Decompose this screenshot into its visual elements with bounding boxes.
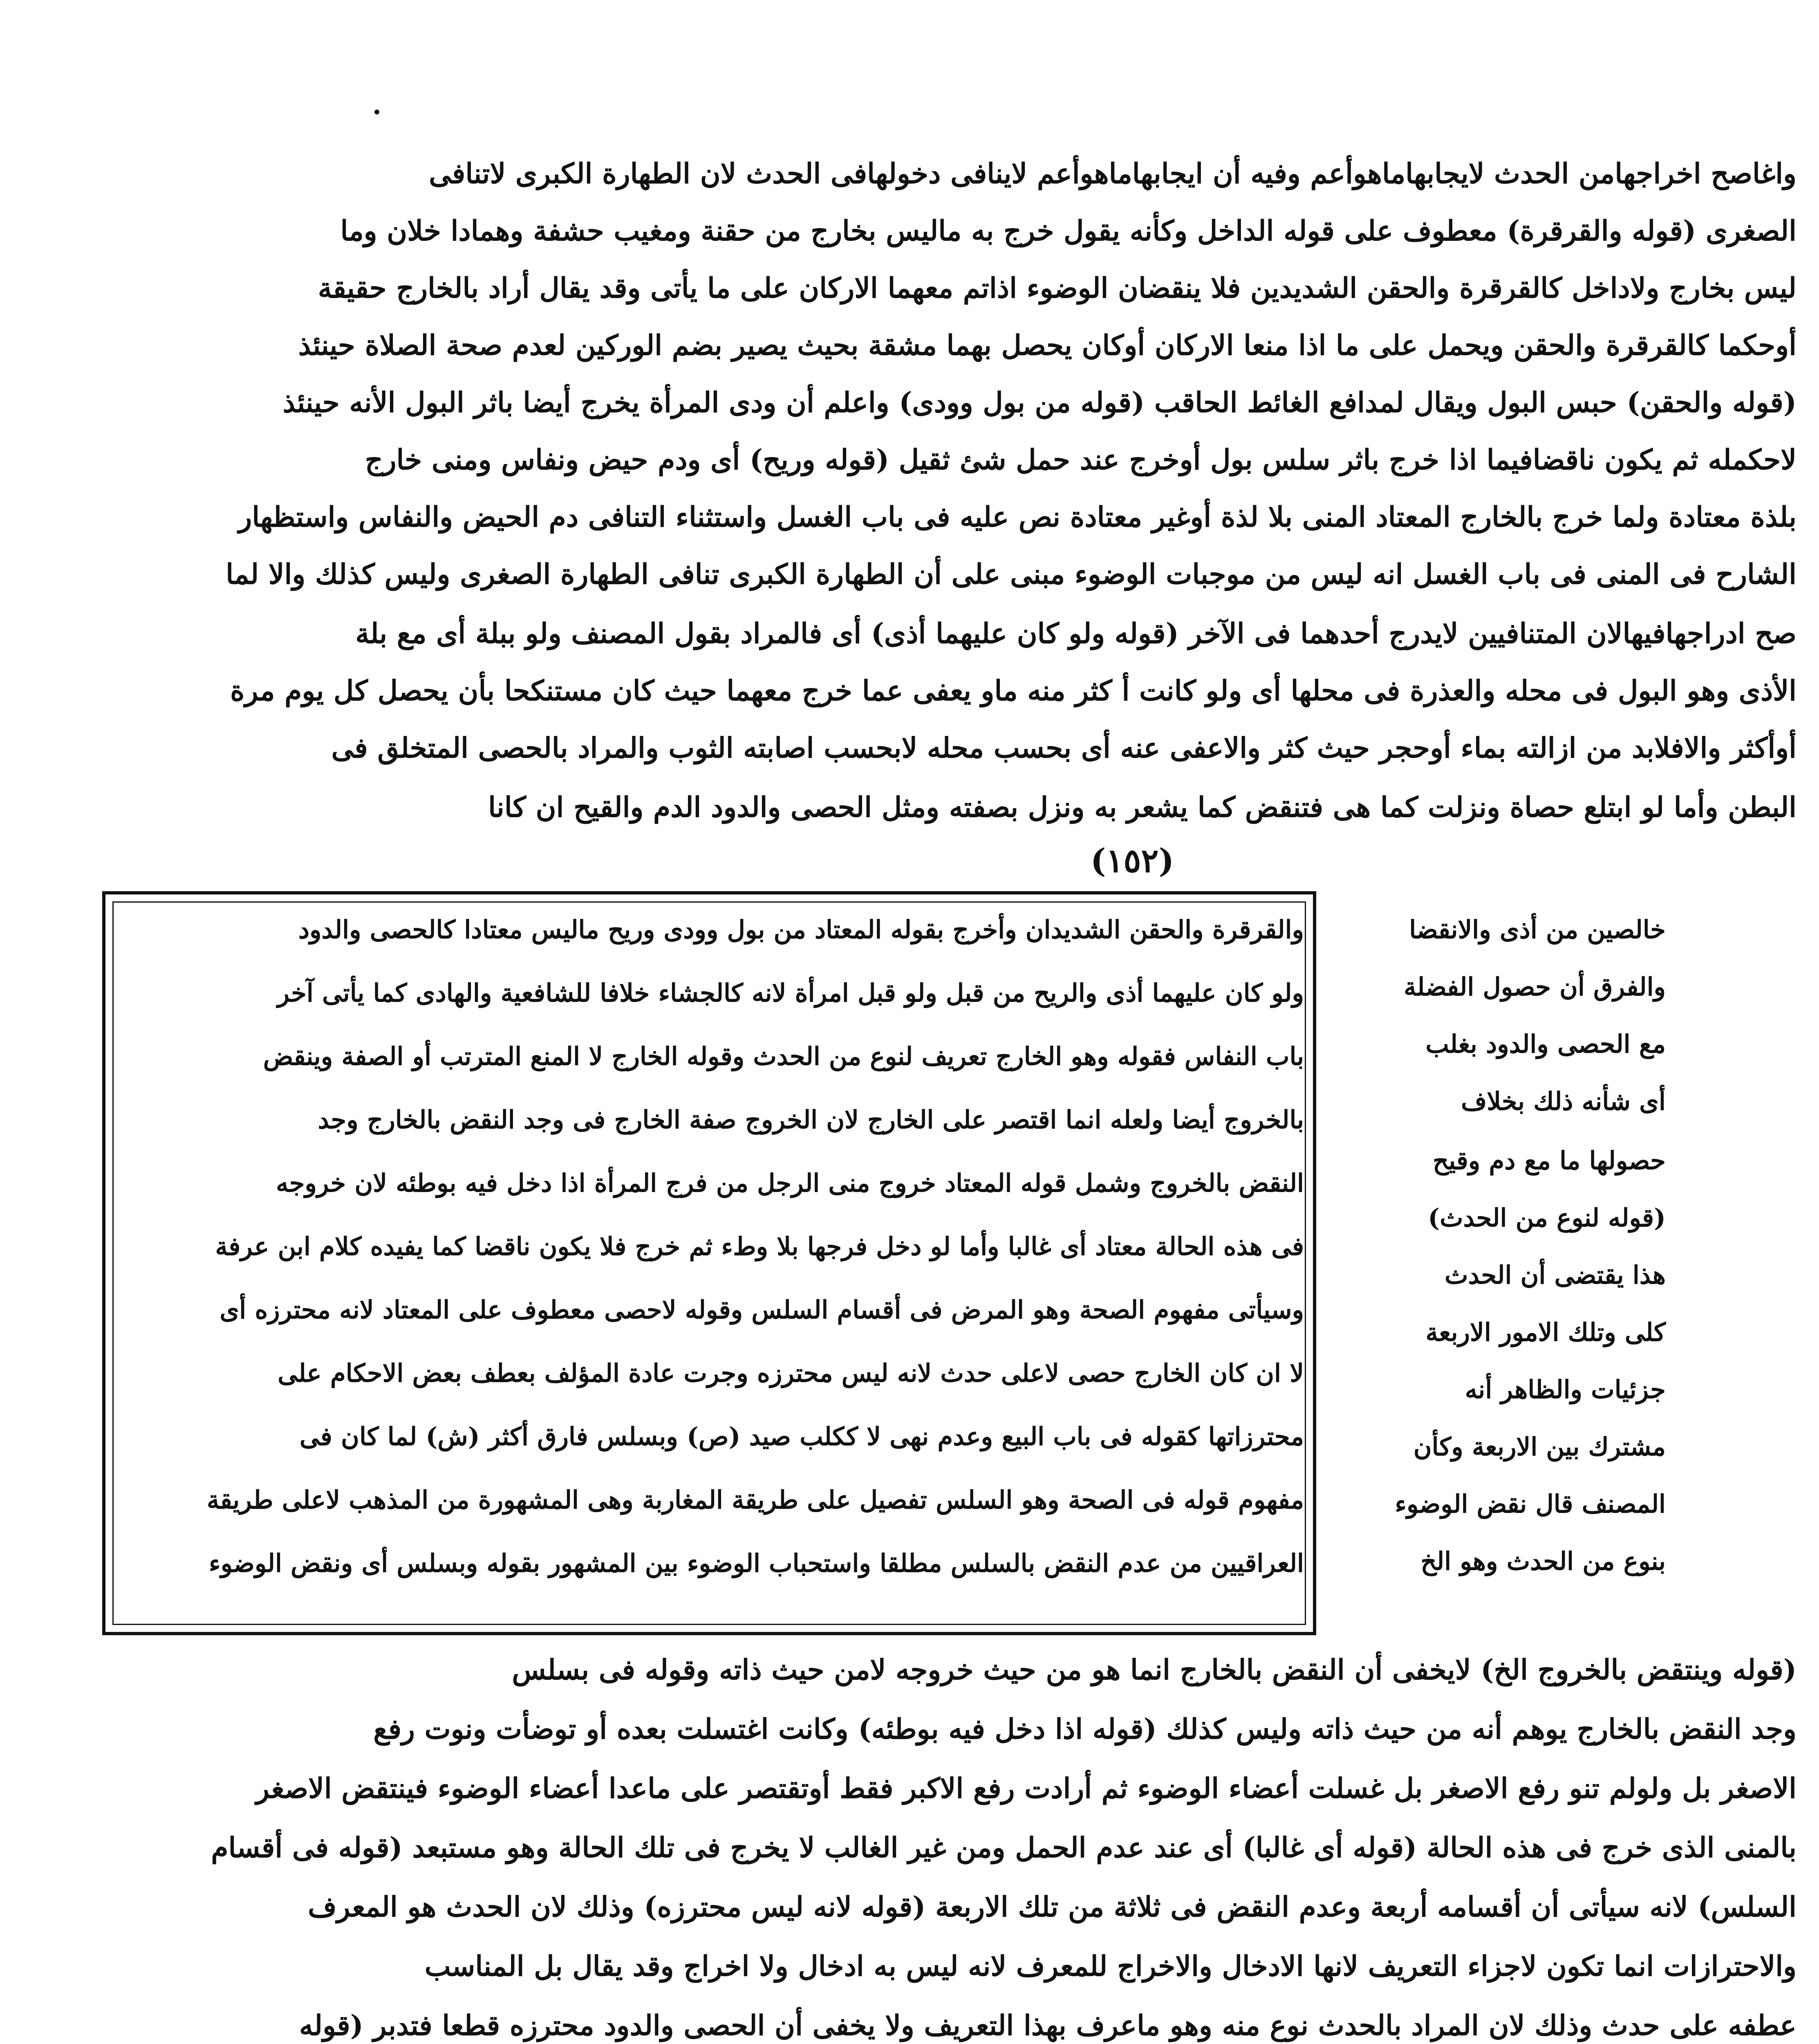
body-line: بلذة معتادة ولما خرج بالخارج المعتاد المنى بلا لذة أوغير معتادة نص عليه فى باب الغسل واستثناء التنافى دم الحيض والنفاس واستظهار — [238, 501, 1797, 533]
body-line: والاحترازات انما تكون لاجزاء التعريف لانها الادخال والاخراج للمعرف لانه ليس به ادخال ولا اخراج وقد يقال بل المناسب — [424, 1950, 1797, 1983]
body-line: لاحكمله ثم يكون ناقضافيما اذا خرج باثر سلس بول أوخرج عند حمل شئ ثقيل (قوله وريح) أى ودم حيض ونفاس ومنى خارج — [365, 444, 1797, 476]
side-line: بنوع من الحدث وهو الخ — [1420, 1547, 1666, 1576]
side-line: حصولها ما مع دم وقيح — [1432, 1146, 1666, 1175]
side-line: خالصين من أذى والانقضا — [1409, 915, 1666, 944]
body-line: الاصغر بل ولولم تنو رفع الاصغر بل غسلت أعضاء الوضوء ثم أرادت رفع الاكبر فقط أوتقتصر على ماعدا أعضاء الوضوء فينتقض الاصغر — [256, 1772, 1797, 1805]
main-text-line: باب النفاس فقوله وهو الخارج تعريف لنوع من الحدث وقوله الخارج لا المنع المترتب أو الصفة وينقض — [263, 1042, 1304, 1071]
ink-speck — [374, 110, 379, 114]
body-line: الأذى وهو البول فى محله والعذرة فى محلها أى ولو كانت أ كثر منه ماو يعفى عما خرج معهما حيث كان مستنكحا بأن يحصل كل يوم مرة — [230, 675, 1797, 707]
body-line: (قوله والحقن) حبس البول ويقال لمدافع الغائط الحاقب (قوله من بول وودى) واعلم أن ودى المرأة يخرج أيضا باثر البول الأنه حينئذ — [282, 386, 1797, 419]
main-text-line: لا ان كان الخارج حصى لاعلى حدث لانه ليس محترزه وجرت عادة المؤلف بعطف بعض الاحكام على — [278, 1359, 1304, 1388]
body-line: (قوله وينتقض بالخروج الخ) لايخفى أن النقض بالخارج انما هو من حيث خروجه لامن حيث ذاته وقوله فى بسلس — [512, 1654, 1797, 1686]
body-line: صح ادراجهافيهالان المتنافيين لايدرج أحدهما فى الآخر (قوله ولو كان عليهما أذى) أى فالمراد بقول المصنف ولو ببلة أى مع بلة — [355, 617, 1797, 650]
side-line: جزئيات والظاهر أنه — [1465, 1375, 1666, 1404]
main-text-line: محترزاتها كقوله فى باب البيع وعدم نهى لا ككلب صيد (ص) وبسلس فارق أكثر (ش) لما كان فى — [299, 1422, 1304, 1451]
body-line: بالمنى الذى خرج فى هذه الحالة (قوله أى غالبا) أى عند عدم الحمل ومن غير الغالب لا يخرج فى تلك الحالة وهو مستبعد (قوله فى أقسام — [211, 1831, 1797, 1864]
body-line: الصغرى (قوله والقرقرة) معطوف على قوله الداخل وكأنه يقول خرج به ماليس بخارج من حقنة ومغيب حشفة وهمادا خلان وما — [340, 215, 1797, 247]
main-text-line: والقرقرة والحقن الشديدان وأخرج بقوله المعتاد من بول وودى وريح ماليس معتادا كالحصى والدود — [298, 915, 1304, 944]
side-line: والفرق أن حصول الفضلة — [1404, 973, 1666, 1002]
body-line: واغاصح اخراجهامن الحدث لايجابهاماهوأعم وفيه أن ايجابهاماهوأعم لاينافى دخولهافى الحدث لان الطهارة الكبرى لاتنافى — [429, 157, 1797, 190]
main-text-line: بالخروج أيضا ولعله انما اقتصر على الخارج لان الخروج صفة الخارج فى وجد النقض بالخارج وجد — [318, 1105, 1304, 1134]
page-number: (١٥٢) — [1090, 841, 1174, 880]
body-line: أوأكثر والافلابد من ازالته بماء أوحجر حيث كثر والاعفى عنه أى بحسب محله لابحسب اصابته الثوب والمراد بالحصى المتخلق فى — [331, 732, 1797, 764]
side-line: أى شأنه ذلك بخلاف — [1461, 1087, 1666, 1116]
side-line: (قوله لنوع من الحدث) — [1428, 1204, 1666, 1233]
body-line: عطفه على حدث وذلك لان المراد بالحدث نوع منه وهو ماعرف بهذا التعريف ولا يخفى أن الحصى والدود محترزه قطعا فتدبر (قوله — [299, 2009, 1797, 2042]
body-line: وجد النقض بالخارج يوهم أنه من حيث ذاته وليس كذلك (قوله اذا دخل فيه بوطئه) وكانت اغتسلت بعده أو توضأت ونوت رفع — [373, 1713, 1797, 1746]
side-line: المصنف قال نقض الوضوء — [1395, 1490, 1666, 1519]
body-line: البطن وأما لو ابتلع حصاة ونزلت كما هى فتنقض كما يشعر به ونزل بصفته ومثل الحصى والدود الدم والقيح ان كانا — [488, 791, 1797, 824]
main-text-line: النقض بالخروج وشمل قوله المعتاد خروج منى الرجل من فرج المرأة اذا دخل فيه بوطئه لان خروجه — [276, 1169, 1304, 1198]
body-line: ليس بخارج ولاداخل كالقرقرة والحقن الشديدين فلا ينقضان الوضوء اذاتم معهما الاركان على ما يأتى وقد يقال أراد بالخارج حقيقة — [318, 272, 1797, 305]
main-text-line: وسيأتى مفهوم الصحة وهو المرض فى أقسام السلس وقوله لاحصى معطوف على المعتاد لانه محترزه أى — [220, 1295, 1304, 1325]
side-line: هذا يقتضى أن الحدث — [1445, 1261, 1666, 1290]
main-text-line: العراقيين من عدم النقض بالسلس مطلقا واستحباب الوضوء بين المشهور بقوله وبسلس أى ونقض الوضوء — [208, 1549, 1304, 1578]
body-line: الشارح فى المنى فى باب الغسل انه ليس من موجبات الوضوء مبنى على أن الطهارة الكبرى تنافى الطهارة الصغرى وليس كذلك والا لما — [226, 558, 1797, 591]
main-text-line: فى هذه الحالة معتاد أى غالبا وأما لو دخل فرجها بلا وطء ثم خرج فلا يكون ناقضا كما يفيده كلام ابن عرفة — [215, 1232, 1304, 1261]
side-line: مع الحصى والدود بغلب — [1425, 1030, 1666, 1059]
body-line: السلس) لانه سيأتى أن أقسامه أربعة وعدم النقض فى ثلاثة من تلك الاربعة (قوله لانه ليس محترزه) وذلك لان الحدث هو المعرف — [308, 1891, 1797, 1923]
side-line: كلى وتلك الامور الاربعة — [1425, 1318, 1666, 1347]
main-text-line: مفهوم قوله فى الصحة وهو السلس تفصيل على طريقة المغاربة وهى المشهورة من المذهب لاعلى طريقة — [206, 1486, 1304, 1515]
main-text-line: ولو كان عليهما أذى والريح من قبل ولو قبل امرأة لانه كالجشاء خلافا للشافعية والهادى كما يأتى آخر — [277, 979, 1304, 1008]
side-line: مشترك بين الاربعة وكأن — [1413, 1432, 1666, 1461]
body-line: أوحكما كالقرقرة والحقن ويحمل على ما اذا منعا الاركان أوكان يحصل بهما مشقة بحيث يصير بضم الوركين لعدم صحة الصلاة حينئذ — [298, 329, 1797, 362]
